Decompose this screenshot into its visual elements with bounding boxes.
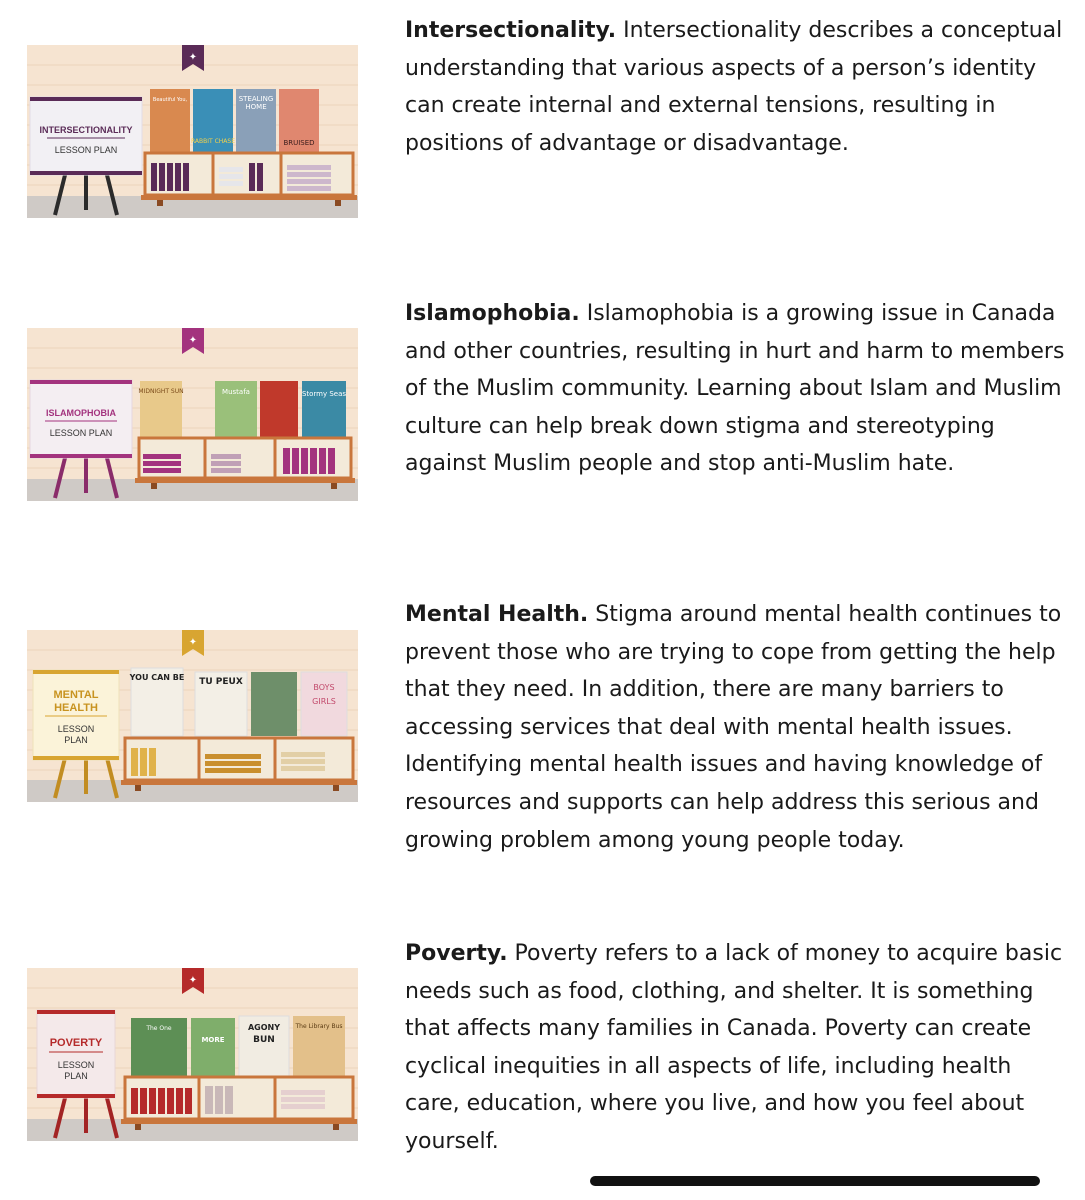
svg-text:The Library Bus: The Library Bus <box>295 1023 343 1030</box>
lesson-title: Poverty. <box>405 941 508 966</box>
svg-text:MORE: MORE <box>201 1036 225 1044</box>
book-cover <box>191 1018 235 1076</box>
svg-text:AGONY: AGONY <box>247 1023 281 1032</box>
board-subtitle: LESSON PLAN <box>49 428 113 438</box>
lesson-title: Intersectionality. <box>405 18 617 43</box>
lesson-thumbnail-mental-health[interactable] <box>27 630 358 802</box>
bookshelf-illustration <box>27 45 358 218</box>
board-subtitle-line2: PLAN <box>64 1071 88 1081</box>
board-title: MENTAL <box>53 689 99 701</box>
lesson-description-islamophobia <box>405 295 1065 483</box>
svg-text:Beautiful You,: Beautiful You, <box>152 97 188 103</box>
lesson-body: Intersectionality describes a conceptual understanding that various aspects of a person’s identity can create internal and external tensions, resulting in positions of advantage or disadvantage. <box>405 18 1063 156</box>
svg-text:TU PEUX: TU PEUX <box>199 677 243 687</box>
lesson-title: Mental Health. <box>405 602 589 627</box>
svg-text:✦: ✦ <box>188 52 198 63</box>
svg-text:Stormy Seas: Stormy Seas <box>301 390 347 398</box>
board-subtitle: LESSON <box>57 1060 95 1070</box>
board-title: ISLAMOPHOBIA <box>45 408 117 418</box>
lesson-description-intersectionality <box>405 12 1065 162</box>
lesson-thumbnail-poverty[interactable] <box>27 968 358 1141</box>
board-title-line2: HEALTH <box>54 702 98 714</box>
svg-text:RABBIT CHASE: RABBIT CHASE <box>190 138 236 145</box>
board-title: POVERTY <box>49 1037 103 1049</box>
lesson-body: Poverty refers to a lack of money to acquire basic needs such as food, clothing, and shelter. It is something that affects many families in Canada. Poverty can create cyclical inequities in all aspects of life, including health care, education, where you live, and how you feel about yourself. <box>405 941 1063 1154</box>
book-cover <box>251 672 297 736</box>
svg-text:GIRLS: GIRLS <box>312 697 336 706</box>
svg-text:✦: ✦ <box>188 335 198 346</box>
bookshelf-illustration <box>27 968 358 1141</box>
svg-text:STEALING: STEALING <box>238 95 274 103</box>
board-subtitle: LESSON <box>57 724 95 734</box>
svg-text:HOME: HOME <box>245 103 267 111</box>
board-subtitle-line2: PLAN <box>64 735 88 745</box>
lesson-body: Stigma around mental health continues to prevent those who are trying to cope from getting the help that they need. In addition, there are many barriers to accessing services that deal with mental health issues. Identifying mental health issues and having knowledge of resources and supports can help address this serious and growing problem among young people today. <box>405 602 1062 853</box>
book-cover <box>260 381 298 437</box>
board-subtitle: LESSON PLAN <box>54 145 118 155</box>
board-title: INTERSECTIONALITY <box>39 125 133 135</box>
svg-text:Mustafa: Mustafa <box>222 388 250 396</box>
bookshelf-illustration <box>27 328 358 501</box>
svg-text:✦: ✦ <box>188 975 198 986</box>
lesson-title: Islamophobia. <box>405 301 580 326</box>
svg-text:✦: ✦ <box>188 637 198 648</box>
bookshelf-illustration <box>27 630 358 802</box>
svg-text:BOYS: BOYS <box>313 683 335 692</box>
svg-text:BRUISED: BRUISED <box>283 139 315 147</box>
lesson-thumbnail-islamophobia[interactable] <box>27 328 358 501</box>
home-indicator[interactable] <box>590 1176 1040 1186</box>
lesson-description-poverty <box>405 935 1065 1161</box>
svg-text:BUN: BUN <box>253 1035 275 1045</box>
lesson-body: Islamophobia is a growing issue in Canada and other countries, resulting in hurt and harm to members of the Muslim community. Learning about Islam and Muslim culture can help break down stigma and stereotyping against Muslim people and stop anti-Muslim hate. <box>405 301 1065 477</box>
svg-text:The One: The One <box>146 1025 172 1032</box>
lesson-description-mental-health <box>405 596 1065 859</box>
svg-text:YOU CAN BE: YOU CAN BE <box>129 673 185 682</box>
svg-text:MIDNIGHT SUN: MIDNIGHT SUN <box>138 388 184 395</box>
lesson-thumbnail-intersectionality[interactable] <box>27 45 358 218</box>
